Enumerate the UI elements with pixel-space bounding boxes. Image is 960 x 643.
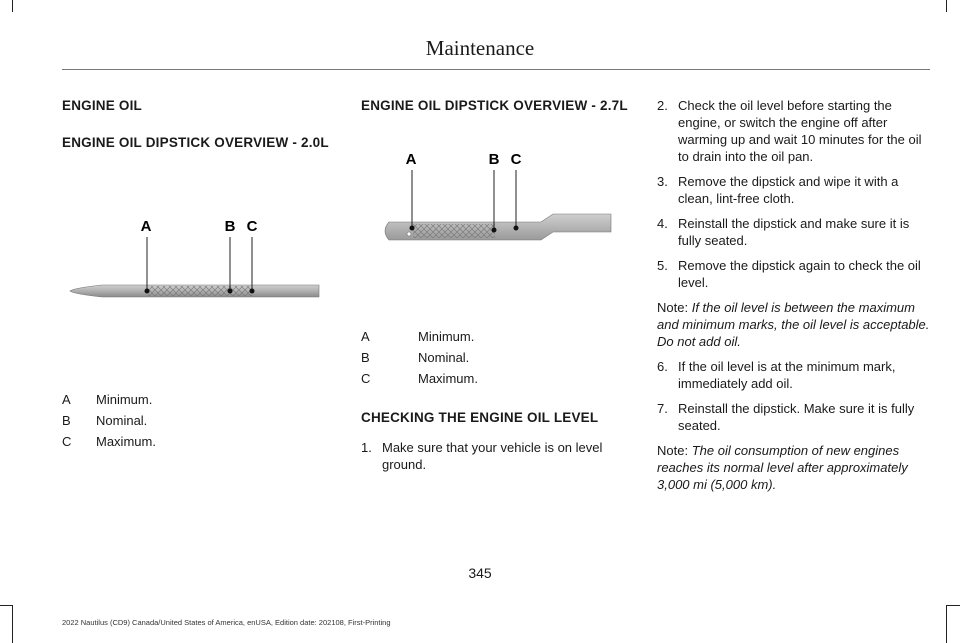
- section-title-engine-oil: ENGINE OIL: [62, 98, 143, 113]
- crop-mark: [946, 605, 947, 643]
- legend-row: [62, 431, 332, 452]
- subsection-title-dipstick-2-0l: ENGINE OIL DIPSTICK OVERVIEW - 2.0L: [62, 135, 329, 150]
- marker-label-b: B: [224, 218, 236, 235]
- step-text: Reinstall the dipstick. Make sure it is fully seated.: [678, 401, 915, 433]
- legend-row: [62, 410, 332, 431]
- legend-text: Minimum.: [96, 392, 153, 407]
- marker-dot-b: [492, 228, 497, 233]
- step-number: 3.: [657, 174, 668, 189]
- note-text: If the oil level is between the maximum and minimum marks, the oil level is acceptable. Do not add oil.: [657, 300, 930, 349]
- steps-list-col3-a: [657, 97, 933, 291]
- step-item: [657, 215, 933, 249]
- dipstick-hatched-zone: [148, 286, 252, 296]
- legend-row: [361, 368, 631, 389]
- step-text: Make sure that your vehicle is on level ground.: [382, 440, 603, 472]
- legend-text: Minimum.: [418, 329, 475, 344]
- note-label: Note:: [657, 300, 689, 315]
- marker-label-c: C: [246, 218, 258, 235]
- note-oil-consumption: [657, 442, 933, 493]
- marker-label-a: A: [140, 218, 152, 235]
- legend-text: Nominal.: [96, 413, 148, 428]
- page-number: 345: [468, 565, 492, 581]
- dipstick-2-7l-illustration: [361, 130, 631, 326]
- crop-mark: [12, 605, 13, 643]
- step-number: 1.: [361, 440, 372, 455]
- step-number: 5.: [657, 258, 668, 273]
- legend-2-0l: [62, 389, 332, 452]
- section-title-checking-oil-level: CHECKING THE ENGINE OIL LEVEL: [361, 410, 599, 425]
- marker-label-c: C: [510, 151, 522, 168]
- dipstick-hatched-zone: [413, 224, 495, 238]
- legend-key: A: [62, 392, 71, 407]
- legend-row: [361, 347, 631, 368]
- step-text: Reinstall the dipstick and make sure it is fully seated.: [678, 216, 910, 248]
- legend-key: B: [361, 350, 370, 365]
- footer-edition-text: 2022 Nautilus (CD9) Canada/United States of America, enUSA, Edition date: 202108, First-Printing: [62, 618, 391, 627]
- legend-row: [62, 389, 332, 410]
- step-item: [657, 173, 933, 207]
- step-item: [657, 257, 933, 291]
- marker-dot-b: [228, 289, 233, 294]
- dipstick-hole: [407, 232, 411, 236]
- step-text: Remove the dipstick and wipe it with a clean, lint-free cloth.: [678, 174, 899, 206]
- step-number: 4.: [657, 216, 668, 231]
- marker-dot-a: [145, 289, 150, 294]
- marker-dot-c: [514, 226, 519, 231]
- step-text: Remove the dipstick again to check the oil level.: [678, 258, 921, 290]
- subsection-title-dipstick-2-7l: ENGINE OIL DIPSTICK OVERVIEW - 2.7L: [361, 98, 628, 113]
- column-left: [62, 97, 332, 452]
- legend-key: A: [361, 329, 370, 344]
- legend-key: C: [62, 434, 72, 449]
- column-right: [657, 97, 933, 501]
- marker-label-b: B: [488, 151, 500, 168]
- dipstick-2-7l-figure: [361, 130, 631, 326]
- note-label: Note:: [657, 443, 689, 458]
- step-number: 6.: [657, 359, 668, 374]
- steps-list-col2: [361, 439, 631, 473]
- crop-mark: [12, 0, 13, 12]
- note-oil-level: [657, 299, 933, 350]
- legend-key: B: [62, 413, 71, 428]
- step-item: [657, 400, 933, 434]
- dipstick-2-0l-illustration: [62, 167, 332, 389]
- legend-text: Nominal.: [418, 350, 470, 365]
- step-item: [657, 358, 933, 392]
- step-item: [657, 97, 933, 165]
- marker-label-a: A: [405, 151, 417, 168]
- step-number: 2.: [657, 98, 668, 113]
- column-middle: [361, 97, 631, 481]
- crop-mark: [0, 605, 12, 606]
- step-text: If the oil level is at the minimum mark, immediately add oil.: [678, 359, 896, 391]
- note-text: The oil consumption of new engines reaches its normal level after approximately 3,000 mi (5,000 km).: [657, 443, 908, 492]
- legend-text: Maximum.: [96, 434, 156, 449]
- steps-list-col3-b: [657, 358, 933, 434]
- dipstick-2-0l-figure: [62, 167, 332, 389]
- step-text: Check the oil level before starting the engine, or switch the engine off after warming up and wait 10 minutes for the oil to drain into the oil pan.: [678, 98, 922, 164]
- page-header-title: Maintenance: [425, 36, 535, 60]
- legend-text: Maximum.: [418, 371, 478, 386]
- legend-key: C: [361, 371, 371, 386]
- legend-2-7l: [361, 326, 631, 389]
- step-item: [361, 439, 631, 473]
- crop-mark: [947, 605, 960, 606]
- crop-mark: [946, 0, 947, 12]
- header-rule: [62, 69, 930, 70]
- step-number: 7.: [657, 401, 668, 416]
- marker-dot-a: [410, 226, 415, 231]
- legend-row: [361, 326, 631, 347]
- marker-dot-c: [250, 289, 255, 294]
